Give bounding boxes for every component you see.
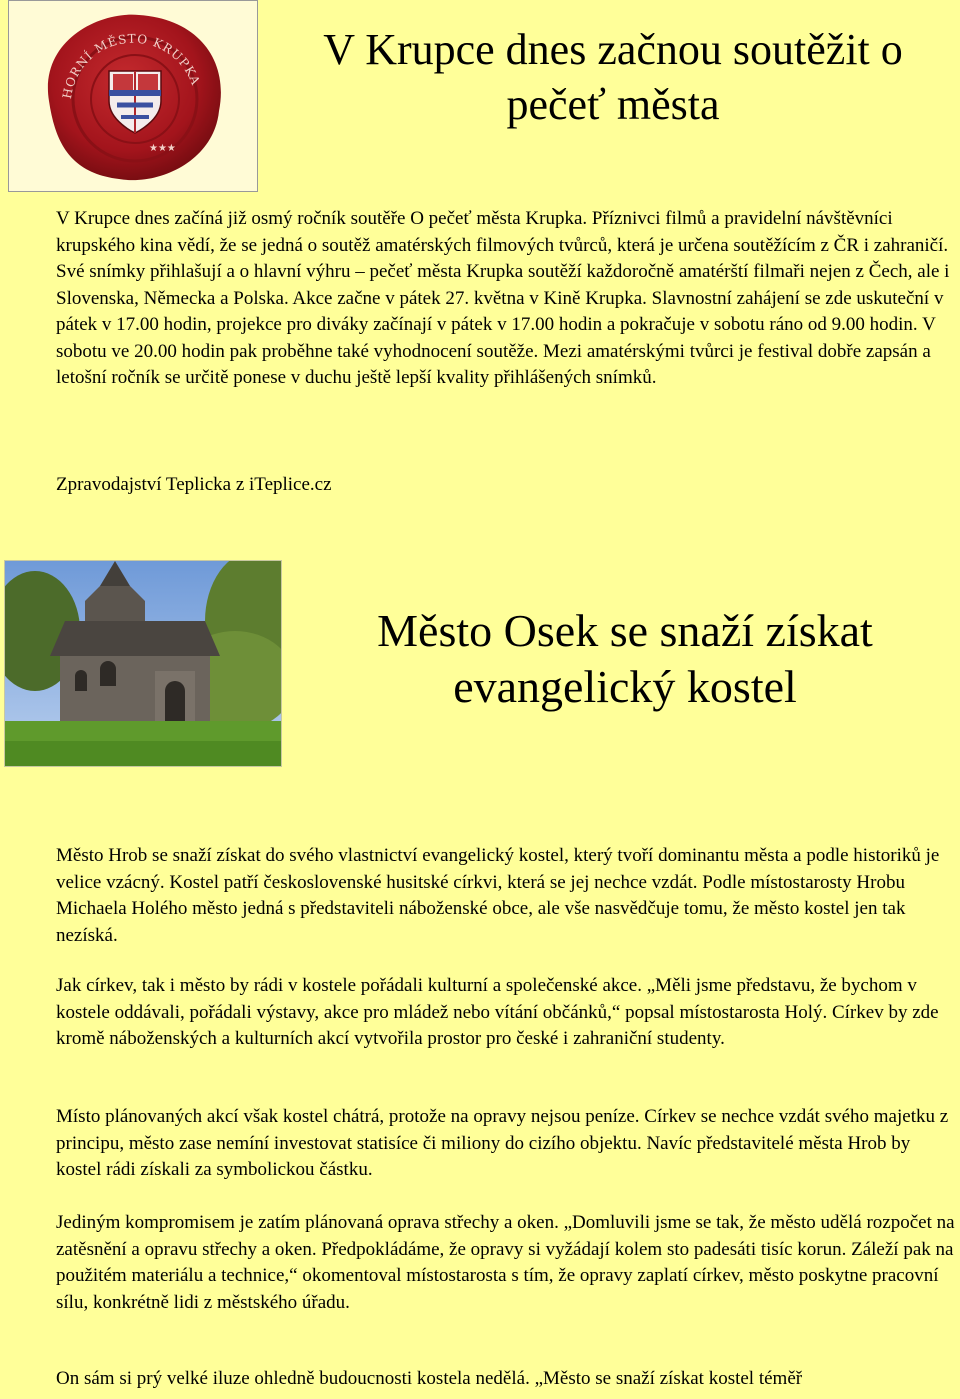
church-photo xyxy=(4,560,282,767)
article2-paragraph-1: Město Hrob se snaží získat do svého vlastnictví evangelický kostel, který tvoří dominantu města a podle historiků je velice vzácný. Kostel patří československé husitské církvi, která se jej nechce vzdát. Podle místostarosty Hrobu Michaela Holého město jedná s představiteli náboženské obce, ale vše nasvědčuje tomu, že město kostel jen tak nezíská. xyxy=(56,845,940,946)
seal-image xyxy=(8,0,258,192)
article1-source: Zpravodajství Teplicka z iTeplice.cz xyxy=(56,474,332,495)
article2-paragraph-5: On sám si prý velké iluze ohledně budoucnosti kostela nedělá. „Město se snaží získat kostel téměř xyxy=(56,1368,803,1389)
article1-title: V Krupce dnes začnou soutěžit o pečeť města xyxy=(323,25,903,129)
article2-paragraph-4: Jediným kompromisem je zatím plánovaná oprava střechy a oken. „Domluvili jsme se tak, že město udělá rozpočet na zatěsnění a opravu střechy a oken. Předpokládáme, že opravy si vyžádají kolem sto padesáti tisíc korun. Záleží pak na použitém materiálu a technice,“ okomentoval místostarosta s tím, že opravy zaplatí církev, město poskytne pracovní sílu, konkrétně lidi z městského úřadu. xyxy=(56,1212,955,1313)
article2-paragraph-3: Místo plánovaných akcí však kostel chátrá, protože na opravy nejsou peníze. Církev se nechce vzdát svého majetku z principu, město zase nemíní investovat statisíce či miliony do cizího objektu. Navíc představitelé města Hrob by kostel rádi získali za symbolickou částku. xyxy=(56,1106,949,1180)
seal-ring-text: HORNÍ MĚSTO KRUPKA xyxy=(59,31,203,100)
article2-paragraph-2: Jak církev, tak i město by rádi v kostele pořádali kulturní a společenské akce. „Měli jsme představu, že bychom v kostele oddávali, pořádali výstavy, akce pro mládež nebo vítání občánků,“ popsal místostarosta Holý. Církev by zde kromě náboženských a kulturních akcí vytvořila prostor pro české i zahraniční studenty. xyxy=(56,975,939,1049)
article1-body: V Krupce dnes začíná již osmý ročník soutěře O pečeť města Krupka. Příznivci filmů a pravidelní návštěvníci krupského kina vědí, že se jedná o soutěž amatérských filmových tvůrců, která je určena soutěžícím z ČR i zahraničí. Své snímky přihlašují a o hlavní výhru – pečeť města Krupka soutěží každoročně amatérští filmaři nejen z Čech, ale i Slovenska, Německa a Polska. Akce začne v pátek 27. května v Kině Krupka. Slavnostní zahájení se zde uskuteční v pátek v 17.00 hodin, projekce pro diváky začínají v pátek v 17.00 hodin a pokračuje v sobotu ráno od 9.00 hodin. V sobotu ve 20.00 hodin pak proběhne také vyhodnocení soutěže. Mezi amatérskými tvůrci je festival dobře zapsán a letošní ročník se určitě ponese v duchu ještě lepší kvality přihlášených snímků. xyxy=(56,208,950,388)
svg-text:★★★: ★★★ xyxy=(149,143,176,154)
article2-title: Město Osek se snaží získat evangelický kostel xyxy=(377,605,873,712)
